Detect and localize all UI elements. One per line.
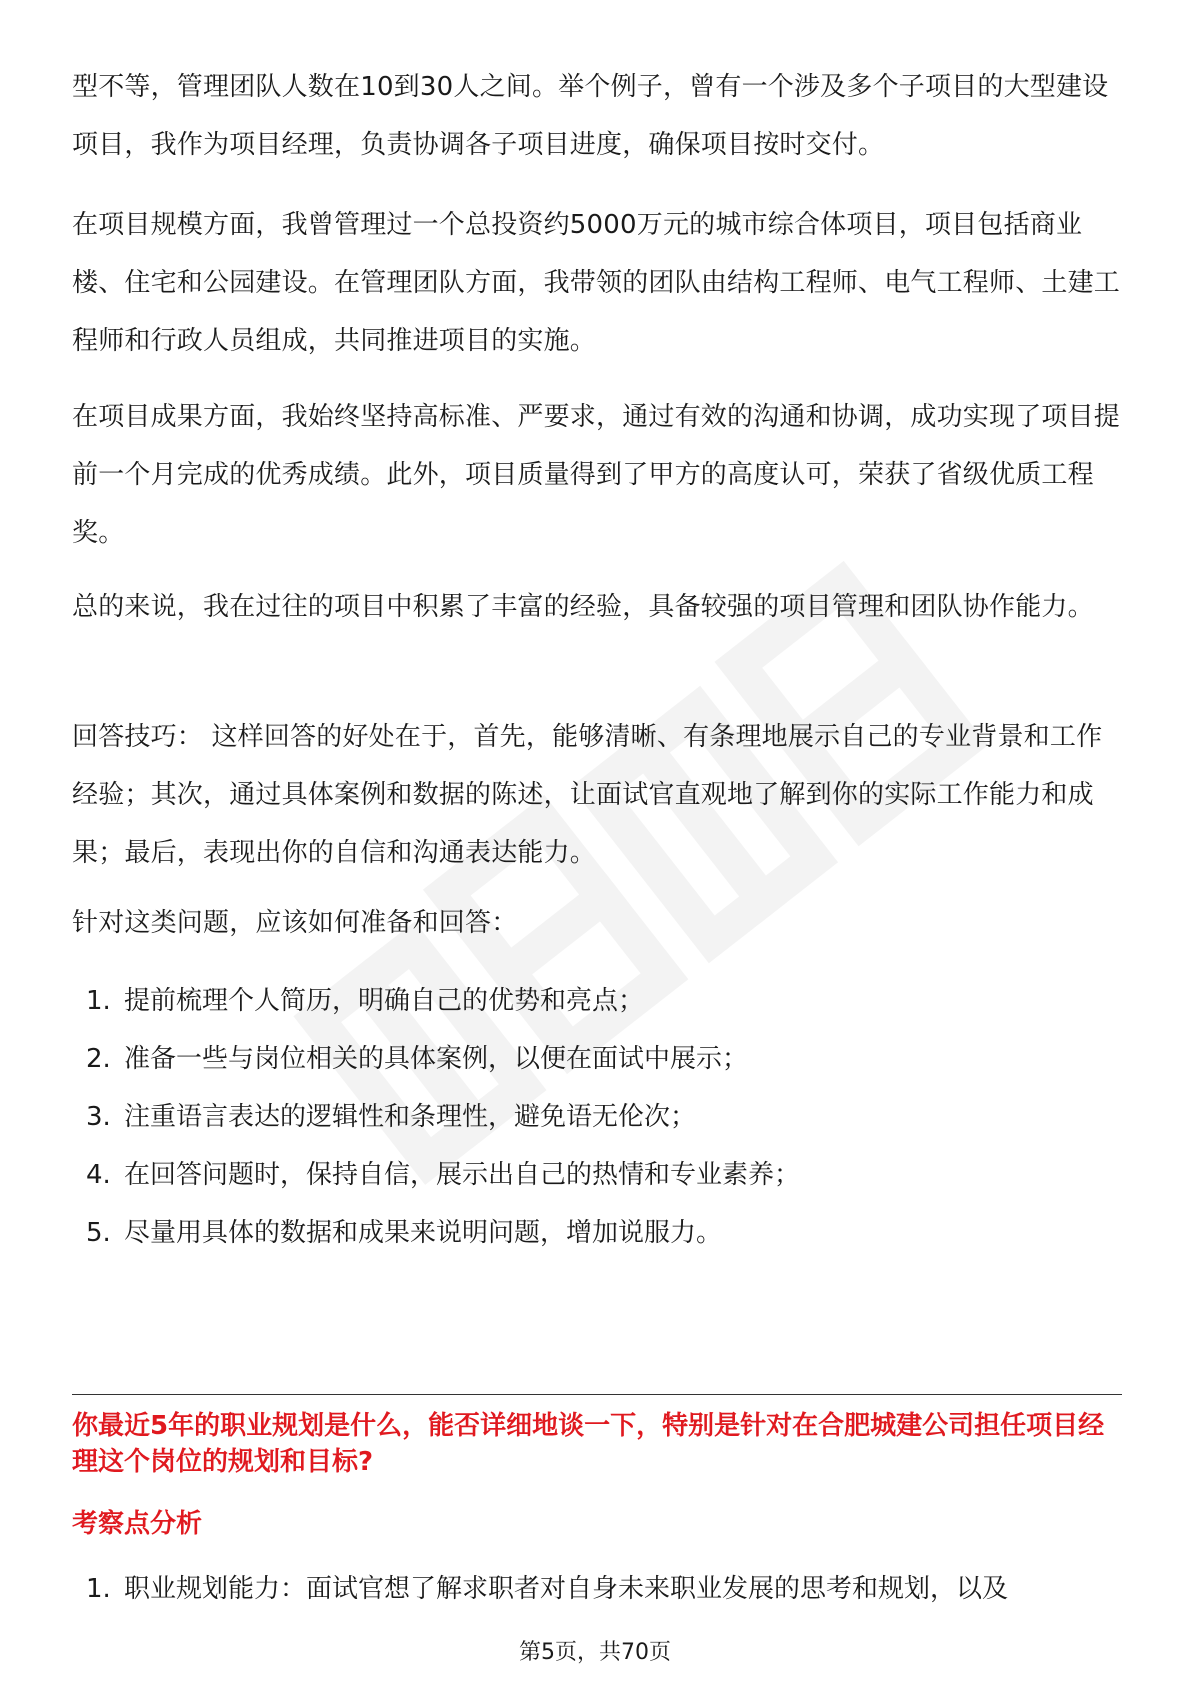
list-item: 5. 尽量用具体的数据和成果来说明问题，增加说服力。: [86, 1218, 723, 1248]
list-item: 1. 职业规划能力：面试官想了解求职者对自身未来职业发展的思考和规划，以及: [86, 1574, 1009, 1604]
section-divider: [72, 1394, 1122, 1395]
analysis-list: [72, 1560, 1122, 1618]
page-number-footer: 第5页，共70页: [519, 1640, 671, 1665]
preparation-tips-list: [72, 972, 1122, 1262]
analysis-section-title: 考察点分析: [72, 1509, 203, 1539]
list-item: 4. 在回答问题时，保持自信，展示出自己的热情和专业素养；: [86, 1160, 801, 1190]
list-item: 3. 注重语言表达的逻辑性和条理性，避免语无伦次；: [86, 1102, 697, 1132]
paragraph-summary: 总的来说，我在过往的项目中积累了丰富的经验，具备较强的项目管理和团队协作能力。: [72, 592, 1094, 622]
paragraph-project-scale: 在项目规模方面，我曾管理过一个总投资约5000万元的城市综合体项目，项目包括商业楼、住宅和公园建设。在管理团队方面，我带领的团队由结构工程师、电气工程师、土建工程师和行政人员组成，共同推进项目的实施。: [72, 210, 1121, 356]
list-item: 2. 准备一些与岗位相关的具体案例，以便在面试中展示；: [86, 1044, 749, 1074]
list-item: 1. 提前梳理个人简历，明确自己的优势和亮点；: [86, 986, 645, 1016]
paragraph-answer-tips: 回答技巧： 这样回答的好处在于，首先，能够清晰、有条理地展示自己的专业背景和工作经验；其次，通过具体案例和数据的陈述，让面试官直观地了解到你的实际工作能力和成果；最后，表现出你的自信和沟通表达能力。: [72, 722, 1103, 868]
paragraph-preparation-intro: 针对这类问题，应该如何准备和回答：: [72, 908, 518, 938]
interview-question-heading: 你最近5年的职业规划是什么，能否详细地谈一下，特别是针对在合肥城建公司担任项目经理这个岗位的规划和目标?: [72, 1411, 1105, 1477]
paragraph-experience-scope: 型不等，管理团队人数在10到30人之间。举个例子，曾有一个涉及多个子项目的大型建设项目，我作为项目经理，负责协调各子项目进度，确保项目按时交付。: [72, 72, 1109, 160]
paragraph-project-results: 在项目成果方面，我始终坚持高标准、严要求，通过有效的沟通和协调，成功实现了项目提前一个月完成的优秀成绩。此外，项目质量得到了甲方的高度认可，荣获了省级优质工程奖。: [72, 402, 1121, 548]
